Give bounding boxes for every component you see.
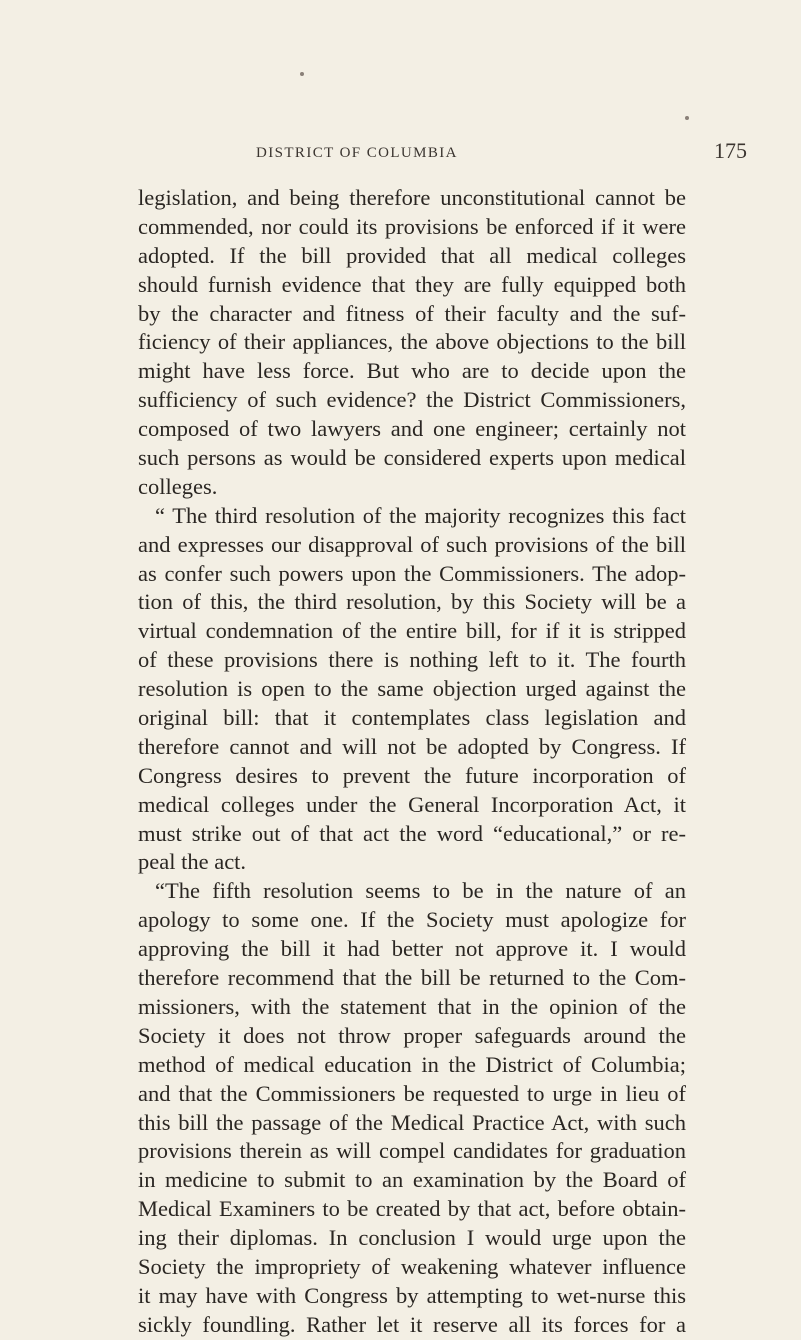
text-line: therefore recommend that the bill be returned to the Com-	[138, 965, 686, 991]
text-line: it may have with Congress by attempting to wet-nurse this	[138, 1282, 686, 1308]
text-line: medical colleges under the General Incorporation Act, it	[138, 791, 686, 817]
text-line: must strike out of that act the word “educational,” or re-	[138, 820, 686, 846]
text-line: sufficiency of such evidence? the District Commissioners,	[138, 387, 686, 413]
text-line: provisions therein as will compel candidates for graduation	[138, 1138, 686, 1164]
text-line: missioners, with the statement that in the opinion of the	[138, 993, 686, 1019]
text-line: this bill the passage of the Medical Practice Act, with such	[138, 1109, 686, 1135]
running-head: DISTRICT OF COLUMBIA	[256, 145, 458, 161]
body-text	[138, 184, 686, 1340]
text-line: therefore cannot and will not be adopted by Congress. If	[138, 733, 686, 759]
text-line: legislation, and being therefore unconstitutional cannot be	[138, 185, 686, 210]
text-line: commended, nor could its provisions be enforced if it were	[138, 213, 686, 239]
text-line: should furnish evidence that they are fully equipped both	[138, 271, 686, 297]
page-number: 175	[714, 138, 747, 163]
paper-speck	[685, 116, 689, 120]
text-line: original bill: that it contemplates class legislation and	[138, 705, 686, 731]
text-line: colleges.	[138, 473, 218, 499]
paper-speck	[300, 72, 304, 76]
text-line: such persons as would be considered experts upon medical	[138, 445, 686, 471]
text-line: ing their diplomas. In conclusion I would urge upon the	[138, 1225, 686, 1251]
text-line: adopted. If the bill provided that all medical colleges	[138, 242, 686, 268]
text-line: “The fifth resolution seems to be in the nature of an	[155, 878, 686, 904]
text-line: peal the act.	[138, 849, 247, 875]
text-line: approving the bill it had better not approve it. I would	[138, 936, 686, 962]
text-line: ficiency of their appliances, the above objections to the bill	[138, 329, 686, 355]
text-line: tion of this, the third resolution, by this Society will be a	[138, 589, 686, 615]
text-line: sickly foundling. Rather let it reserve all its forces for a	[138, 1311, 686, 1337]
text-line: resolution is open to the same objection urged against the	[138, 676, 686, 702]
text-line: as confer such powers upon the Commissioners. The adop-	[138, 560, 686, 586]
text-line: and that the Commissioners be requested to urge in lieu of	[138, 1080, 686, 1106]
text-line: apology to some one. If the Society must apologize for	[138, 907, 686, 933]
text-line: and expresses our disapproval of such provisions of the bill	[138, 531, 686, 557]
text-line: might have less force. But who are to decide upon the	[138, 358, 686, 384]
text-line: of these provisions there is nothing left to it. The fourth	[138, 647, 686, 673]
text-line: Society the impropriety of weakening whatever influence	[138, 1253, 686, 1279]
text-line: Medical Examiners to be created by that act, before obtain-	[138, 1196, 686, 1222]
text-line: “ The third resolution of the majority recognizes this fact	[155, 502, 686, 528]
text-line: by the character and fitness of their faculty and the suf-	[138, 300, 686, 326]
text-line: Congress desires to prevent the future incorporation of	[138, 762, 686, 788]
text-line: Society it does not throw proper safeguards around the	[138, 1022, 686, 1048]
text-line: method of medical education in the District of Columbia;	[138, 1051, 686, 1077]
text-line: composed of two lawyers and one engineer; certainly not	[138, 416, 686, 442]
text-line: virtual condemnation of the entire bill, for if it is stripped	[138, 618, 686, 644]
text-line: in medicine to submit to an examination by the Board of	[138, 1167, 686, 1193]
